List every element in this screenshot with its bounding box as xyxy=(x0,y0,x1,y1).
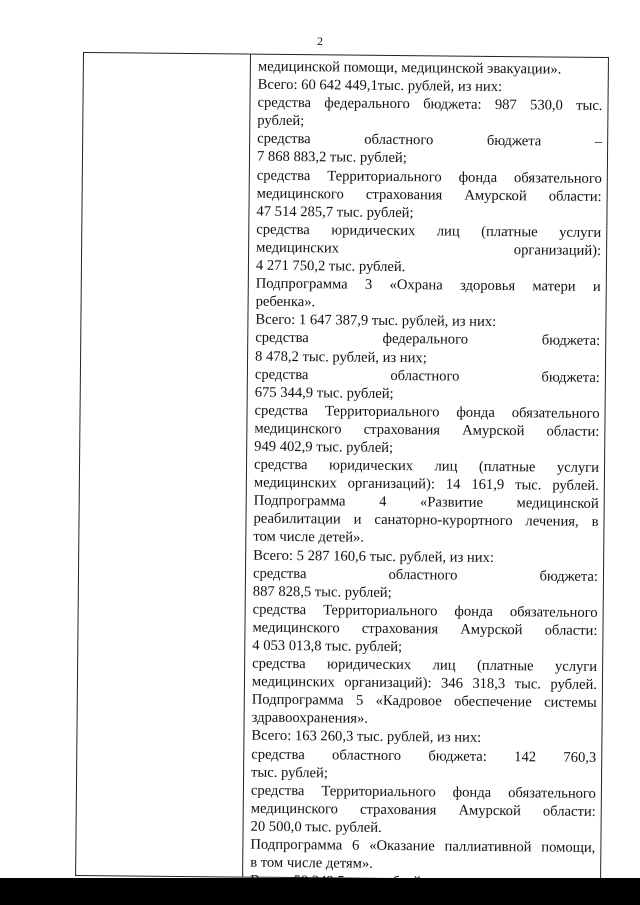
text-line: 20 500,0 тыс. рублей. xyxy=(250,818,382,836)
scan-border xyxy=(0,878,640,905)
text-line: 887 828,5 тыс. рублей; xyxy=(252,583,392,601)
funding-table xyxy=(75,52,609,881)
text-line: 4 053 013,8 тыс. рублей; xyxy=(252,637,403,656)
text-line: Всего: 5 287 160,6 тыс. рублей, из них: xyxy=(253,547,494,566)
text-line: медицинских организаций): 346 318,3 тыс. рублей. xyxy=(251,673,598,694)
text-line: рублей; xyxy=(257,112,305,130)
text-line: 47 514 285,7 тыс. рублей; xyxy=(256,203,414,221)
text-line: ребенка». xyxy=(255,293,316,311)
text-line: средства юридических лиц (платные услуги xyxy=(252,655,598,676)
text-line: Всего: 60 642 449,1тыс. рублей, из них: xyxy=(257,76,503,96)
text-line: 8 478,2 тыс. рублей, из них; xyxy=(255,348,427,366)
text-line: медицинского страхования Амурской области: xyxy=(250,800,596,820)
text-line: медицинских организаций): 14 161,9 тыс. рублей. xyxy=(253,474,599,495)
text-line: здравоохранения». xyxy=(251,710,369,728)
text-line: средства федерального бюджета: xyxy=(255,330,601,350)
column-divider xyxy=(242,55,251,877)
text-line: реабилитации и санаторно-курортного лечения, в xyxy=(253,511,599,531)
text-line: средства областного бюджета: xyxy=(254,366,600,386)
funding-text-cell xyxy=(250,58,603,894)
text-line: 675 344,9 тыс. рублей; xyxy=(254,384,394,402)
text-line: Подпрограмма 4 «Развитие медицинской xyxy=(253,492,599,513)
text-line: средства Территориального фонда обязательного xyxy=(254,402,600,422)
text-line: том числе детей». xyxy=(253,529,365,547)
text-line: 7 868 883,2 тыс. рублей; xyxy=(256,149,407,167)
text-line: средства юридических лиц (платные услуги xyxy=(256,221,602,241)
text-line: средства юридических лиц (платные услуги xyxy=(253,456,600,477)
text-line: Всего: 163 260,3 тыс. рублей, из них: xyxy=(251,728,482,747)
text-line: средства Территориального фонда обязательного xyxy=(256,167,602,187)
text-line: медицинского страхования Амурской области: xyxy=(252,619,598,639)
text-line: средства областного бюджета – xyxy=(257,131,603,151)
page-number: 2 xyxy=(317,34,323,48)
text-line: 4 271 750,2 тыс. рублей. xyxy=(255,257,406,276)
text-line: в том числе детям». xyxy=(250,854,373,872)
text-line: 949 402,9 тыс. рублей; xyxy=(254,438,394,456)
text-line: медицинского страхования Амурской области: xyxy=(256,185,602,205)
text-line: медицинского страхования Амурской области: xyxy=(254,420,600,440)
text-line: средства федерального бюджета: 987 530,0 тыс. xyxy=(257,94,603,115)
text-line: тыс. рублей; xyxy=(251,764,329,782)
text-line: Подпрограмма 6 «Оказание паллиативной помощи, xyxy=(250,836,596,856)
text-line: средства областного бюджета: 142 760,3 xyxy=(251,746,597,766)
text-line: медицинских организаций): xyxy=(256,239,602,259)
text-line: Подпрограмма 3 «Охрана здоровья матери и xyxy=(255,275,601,296)
text-line: Подпрограмма 5 «Кадровое обеспечение системы xyxy=(251,691,597,712)
text-line: средства Территориального фонда обязательного xyxy=(252,601,598,621)
text-line: Всего: 1 647 387,9 тыс. рублей, из них: xyxy=(255,311,497,331)
text-line: средства областного бюджета: xyxy=(252,565,599,585)
text-line: средства Территориального фонда обязательного xyxy=(250,782,596,802)
text-line: медицинской помощи, медицинской эвакуации». xyxy=(257,58,562,78)
